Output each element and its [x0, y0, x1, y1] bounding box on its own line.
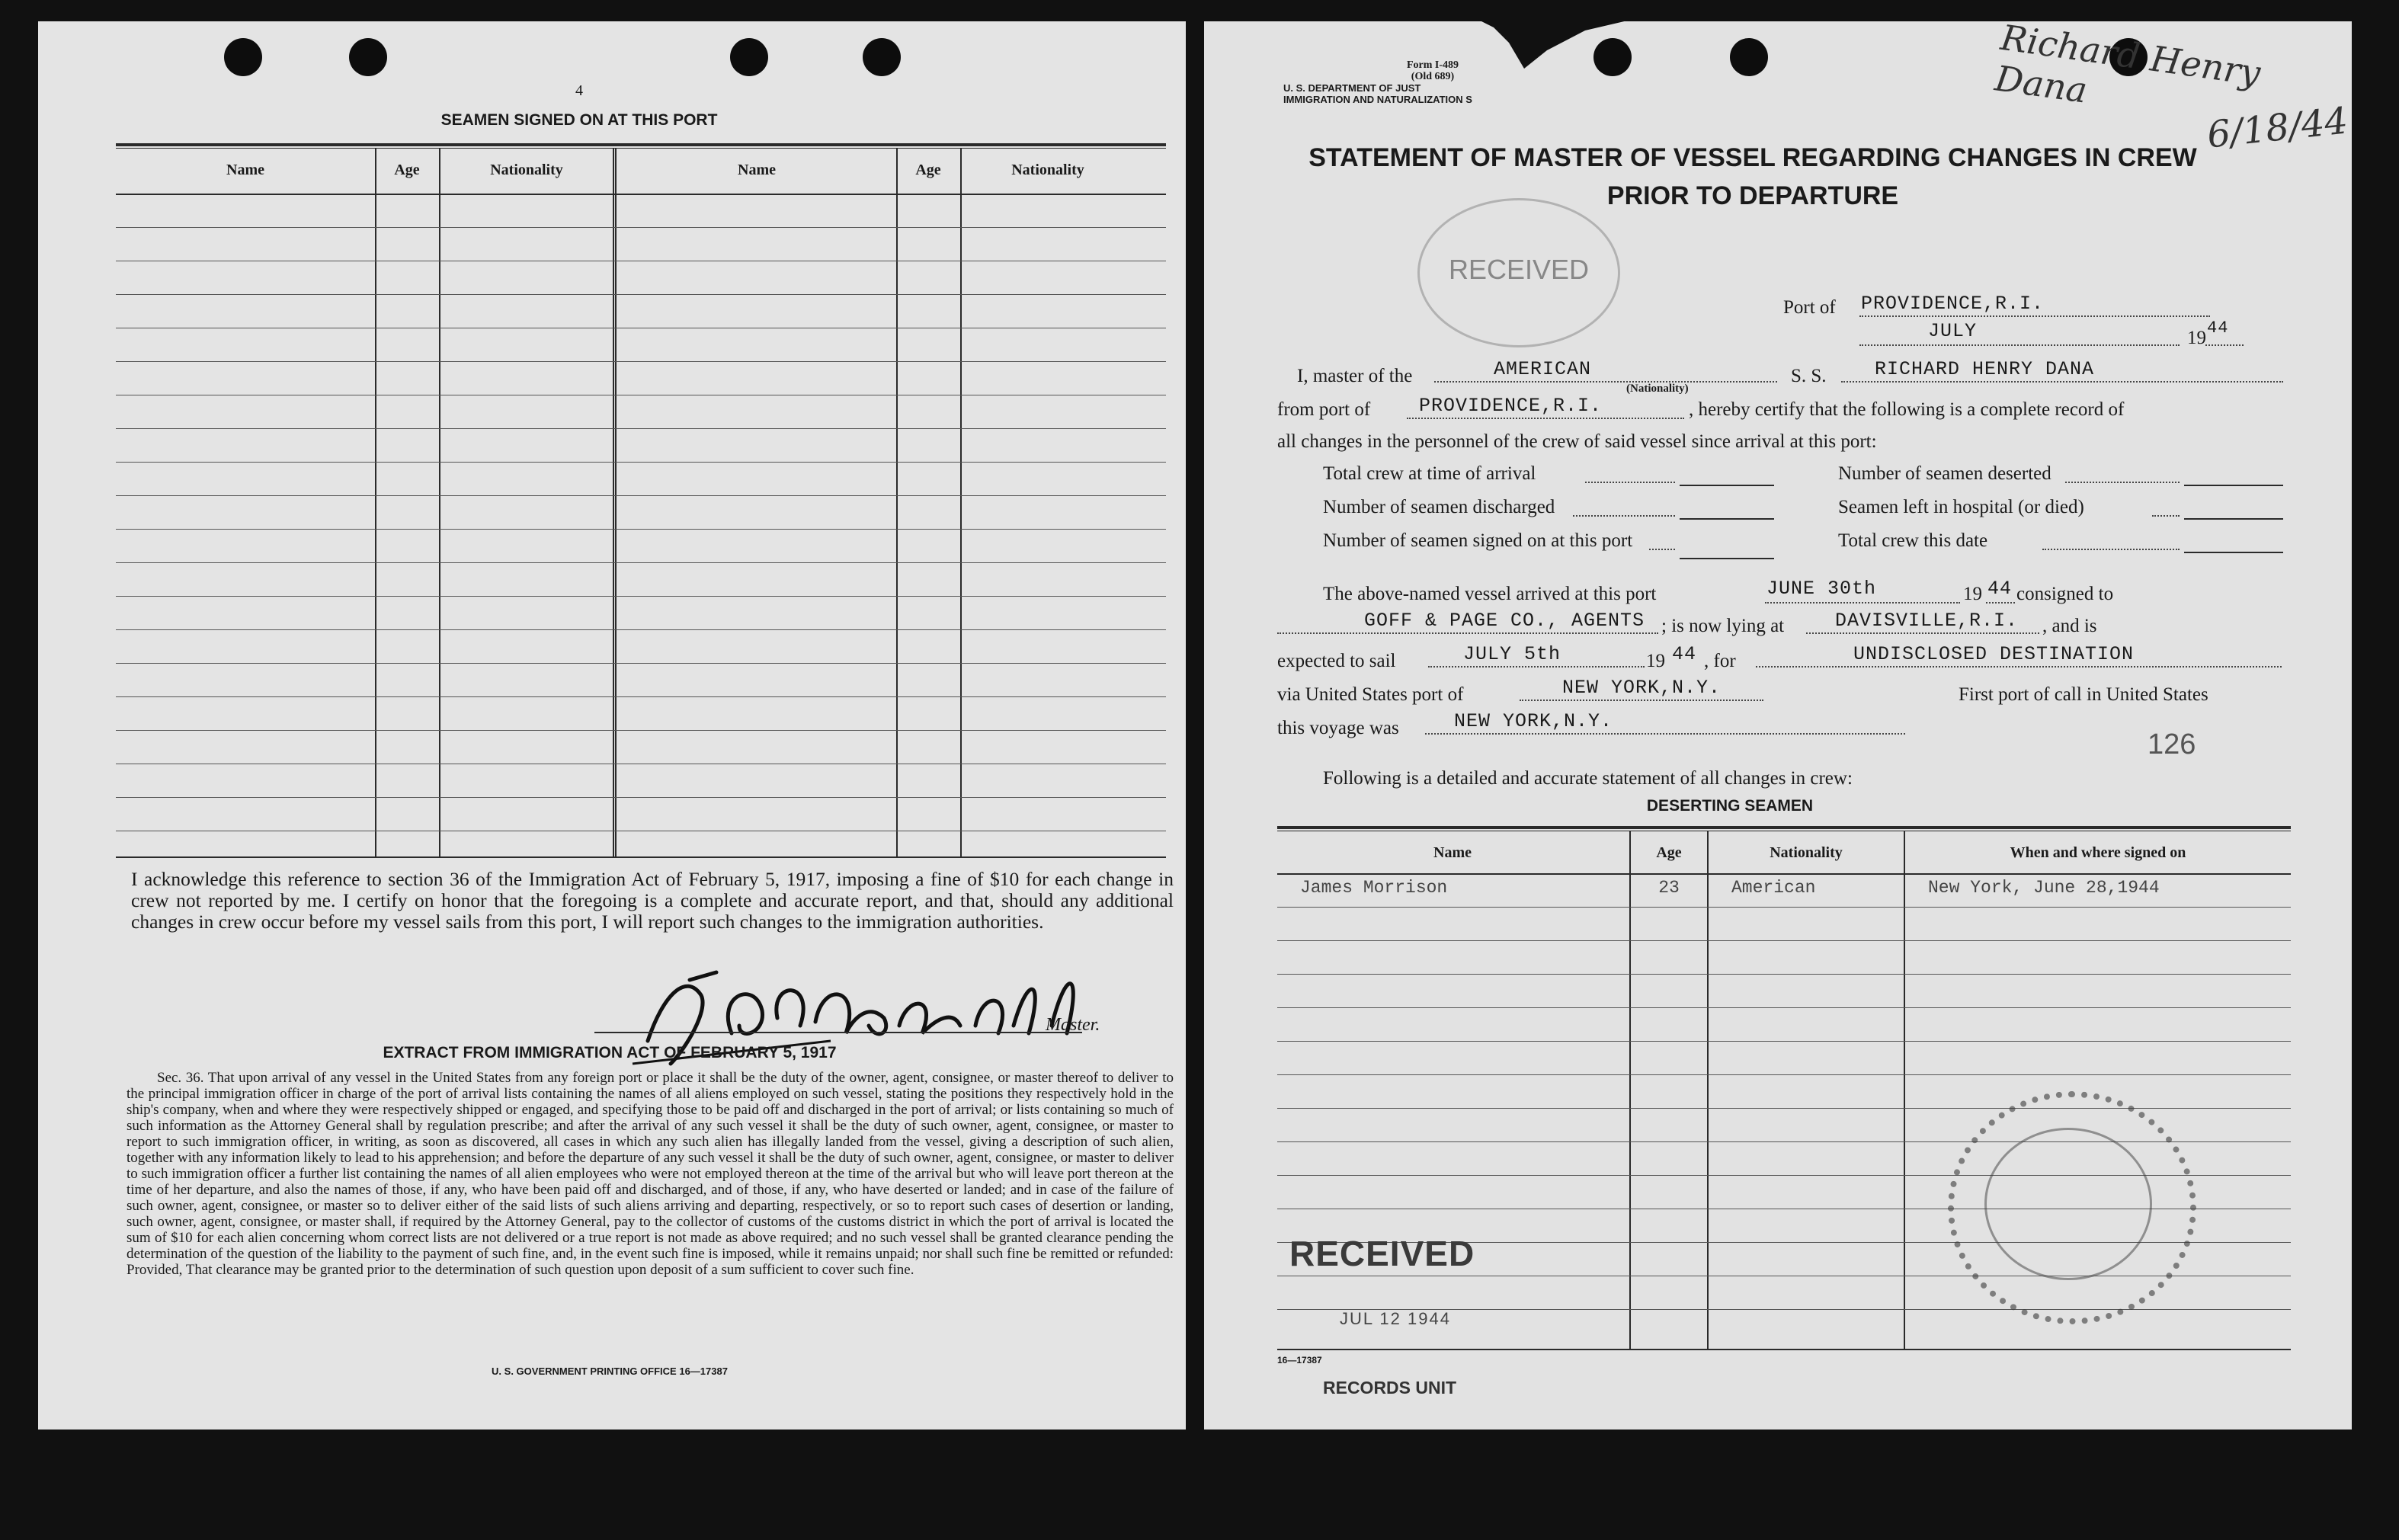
stat-hospital: Seamen left in hospital (or died): [1838, 497, 2084, 517]
form-title: STATEMENT OF MASTER OF VESSEL REGARDING CHANGES IN CREW: [1308, 143, 2197, 172]
arrived-year: 44: [1987, 578, 2013, 600]
deserter-signed-on: New York, June 28,1944: [1928, 878, 2160, 898]
lying-value: DAVISVILLE,R.I.: [1835, 610, 2019, 632]
lying-label: ; is now lying at: [1661, 616, 1785, 636]
from-port-label: from port of: [1277, 399, 1371, 420]
deserter-nationality: American: [1731, 878, 1816, 898]
col-header-age: Age: [394, 162, 420, 178]
left-page: [38, 21, 1186, 1430]
arrived-year-prefix: 19: [1963, 584, 1982, 604]
stat-total-crew-date: Total crew this date: [1838, 530, 1988, 551]
col-header-age: Age: [1656, 844, 1682, 861]
master-prefix: I, master of the: [1297, 366, 1413, 386]
voyage-value: NEW YORK,N.Y.: [1454, 710, 1613, 732]
col-header-name: Name: [226, 162, 264, 178]
nationality-value: AMERICAN: [1494, 358, 1592, 380]
form-code: 16—17387: [1277, 1355, 1322, 1366]
certify-text: , hereby certify that the following is a complete record of: [1689, 399, 2125, 420]
sail-date: JULY 5th: [1463, 643, 1561, 665]
service: IMMIGRATION AND NATURALIZATION S: [1283, 94, 1472, 105]
received-stamp: [1417, 198, 1620, 347]
deserter-name: James Morrison: [1300, 878, 1448, 898]
nationality-note: (Nationality): [1626, 383, 1689, 395]
agent: GOFF & PAGE CO., AGENTS: [1364, 610, 1645, 632]
received-bottom-stamp: RECEIVED: [1289, 1234, 1475, 1273]
col-header-nationality: Nationality: [490, 162, 563, 178]
and-is: , and is: [2042, 616, 2097, 636]
via-value: NEW YORK,N.Y.: [1562, 677, 1722, 699]
arrived-date: JUNE 30th: [1766, 578, 1877, 600]
col-header-name: Name: [1433, 844, 1472, 861]
destination: UNDISCLOSED DESTINATION: [1853, 643, 2135, 665]
stat-signed-on: Number of seamen signed on at this port: [1323, 530, 1633, 551]
col-header-nationality: Nationality: [1011, 162, 1084, 178]
consigned-label: consigned to: [2016, 584, 2114, 604]
acknowledgment-text: I acknowledge this reference to section 36 of the Immigration Act of February 5, 1917, imposing a fine of $10 for each change in crew not reported by me. I certify on honor that the foregoing is a complete and accurate report, and that, should any additional changes in crew occur before my vessel sails from this port, I will report such changes to the immigration authorities.: [131, 868, 1174, 933]
via-label: via United States port of: [1277, 684, 1464, 705]
right-page: [1204, 16, 2352, 1430]
port-value: PROVIDENCE,R.I.: [1861, 293, 2045, 315]
punch-hole: [349, 38, 387, 76]
year-value: 44: [2207, 319, 2229, 338]
voyage-label: this voyage was: [1277, 718, 1399, 738]
year-prefix: 19: [2187, 328, 2206, 348]
stat-total-crew-arrival: Total crew at time of arrival: [1323, 463, 1536, 484]
col-header-signed-on: When and where signed on: [2010, 844, 2186, 861]
port-label: Port of: [1783, 297, 1836, 318]
deserter-age: 23: [1658, 878, 1680, 898]
page-number: 4: [575, 82, 583, 99]
for-label: , for: [1704, 651, 1736, 671]
form-subtitle: PRIOR TO DEPARTURE: [1606, 181, 1899, 210]
records-unit-stamp: RECORDS UNIT: [1323, 1378, 1457, 1398]
arrived-label: The above-named vessel arrived at this port: [1323, 584, 1657, 604]
stat-deserted: Number of seamen deserted: [1838, 463, 2051, 484]
col-header-name: Name: [738, 162, 776, 178]
official-seal-stamp: [1948, 1091, 2196, 1324]
sail-year-prefix: 19: [1646, 651, 1665, 671]
form-number: Form I-489: [1406, 59, 1459, 71]
form-header: [1356, 59, 1509, 82]
date-month: JULY: [1928, 320, 1978, 342]
col-header-nationality: Nationality: [1770, 844, 1843, 861]
punch-hole: [1593, 38, 1632, 76]
handwritten-note: Richard Henry Dana: [1992, 16, 2263, 111]
department: U. S. DEPARTMENT OF JUST: [1283, 82, 1421, 94]
printer-note: U. S. GOVERNMENT PRINTING OFFICE 16—17387: [492, 1366, 728, 1377]
stamp-number: 126: [2148, 728, 2196, 760]
ss-label: S. S.: [1791, 366, 1827, 386]
received-date-stamp: JUL 12 1944: [1340, 1309, 1451, 1328]
ship-name: RICHARD HENRY DANA: [1875, 358, 2095, 380]
stat-discharged: Number of seamen discharged: [1323, 497, 1555, 517]
extract-title: EXTRACT FROM IMMIGRATION ACT OF FEBRUARY 5, 1917: [383, 1044, 837, 1061]
sail-label: expected to sail: [1277, 651, 1396, 671]
table-title: SEAMEN SIGNED ON AT THIS PORT: [440, 111, 718, 129]
sail-year: 44: [1672, 643, 1697, 665]
handwritten-date: 6/18/44: [2205, 99, 2350, 157]
following-text: Following is a detailed and accurate statement of all changes in crew:: [1323, 768, 1853, 789]
form-old: (Old 689): [1411, 71, 1455, 82]
department-header: [1283, 82, 1535, 105]
from-port-value: PROVIDENCE,R.I.: [1419, 395, 1603, 417]
first-port-label: First port of call in United States: [1959, 684, 2208, 705]
master-label: Master.: [1046, 1015, 1100, 1035]
certify-line2: all changes in the personnel of the crew of said vessel since arrival at this port:: [1277, 431, 1877, 452]
received-stamp-text: RECEIVED: [1448, 254, 1590, 285]
punch-hole: [224, 38, 262, 76]
section-36-text: Sec. 36. That upon arrival of any vessel in the United States from any foreign port or place it shall be the duty of the owner, agent, consignee, or master thereof to deliver to the principal immigration officer in charge of the port of arrival lists containing the names of all aliens employed on such vessel, stating the positions they respectively hold in the ship's company, when and where they were respectively shipped or engaged, and specifying those to be paid off and discharged in the port of arrival; or lists containing so much of such information as the Attorney General shall by regulation prescribe; and after the arrival of any such vessel it shall be the duty of such owner, agent, consignee, or master to report to such immigration officer, in writing, as soon as discovered, all cases in which any such alien has illegally landed from the vessel, giving a description of such alien, together with any information likely to lead to his apprehension; and before the departure of any such vessel it shall be the duty of such owner, agent, consignee, or master to deliver to such immigration officer a further list containing the names of all alien employees who were not employed thereon at the time of the arrival but who will leave port thereon at the time of her departure, and also the names of those, if any, who have been paid off and discharged, and of those, if any, who have deserted or landed; and in case of the failure of such owner, agent, consignee, or master so to deliver either of the said lists of such aliens arriving and departing, respectively, or so to report such cases of desertion or landing, such owner, agent, consignee, or master shall, if required by the Attorney General, pay to the collector of customs of the customs district in which the port of arrival is located the sum of $10 for each alien concerning whom correct lists are not delivered or a true report is not made as above required; and no such vessel shall be granted clearance pending the determination of the question of the liability to the payment of such fine, and, in the event such fine is imposed, while it remains unpaid; nor shall such fine be remitted or refunded: Provided, That clearance may be granted prior to the determination of such question upon deposit of a sum sufficient to cover such fine.: [127, 1070, 1174, 1278]
punch-hole: [730, 38, 768, 76]
col-header-age: Age: [915, 162, 941, 178]
punch-hole: [1730, 38, 1768, 76]
punch-hole: [863, 38, 901, 76]
deserting-title: DESERTING SEAMEN: [1646, 797, 1814, 815]
